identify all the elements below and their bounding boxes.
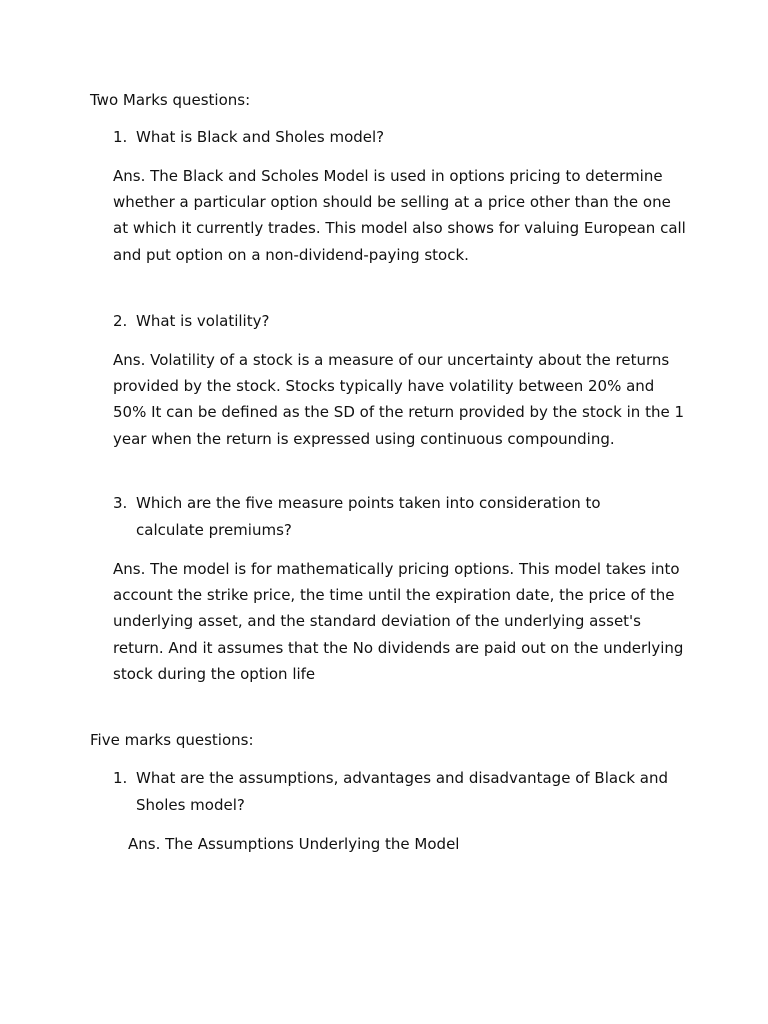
two-marks-question-3 — [113, 490, 673, 544]
question-text: Which are the five measure points taken into consideration to calculate premiums? — [136, 494, 601, 539]
question-number: 3. — [113, 494, 128, 512]
two-marks-answer-1: Ans. The Black and Scholes Model is used in options pricing to determine whether a particular option should be selling at a price other than the one at which it currently trades. This model also shows for valuing European call and put option on a non-dividend-paying stock. — [113, 167, 686, 264]
five-marks-answer-1: Ans. The Assumptions Underlying the Model — [128, 835, 460, 853]
two-marks-question-2 — [113, 308, 673, 335]
two-marks-answer-2: Ans. Volatility of a stock is a measure of our uncertainty about the returns provided by the stock. Stocks typically have volatility between 20% and 50% It can be defined as the SD of the return provided by the stock in the 1 year when the return is expressed using continuous compounding. — [113, 351, 684, 448]
two-marks-heading: Two Marks questions: — [90, 91, 251, 109]
question-number: 1. — [113, 128, 128, 146]
question-text: What are the assumptions, advantages and disadvantage of Black and Sholes model? — [136, 769, 669, 814]
five-marks-heading: Five marks questions: — [90, 731, 254, 749]
five-marks-question-1 — [113, 765, 673, 819]
question-text: What is Black and Sholes model? — [136, 128, 385, 146]
two-marks-question-1 — [113, 124, 673, 151]
question-number: 2. — [113, 312, 128, 330]
two-marks-answer-3: Ans. The model is for mathematically pricing options. This model takes into account the strike price, the time until the expiration date, the price of the underlying asset, and the standard deviation of the underlying asset's return. And it assumes that the No dividends are paid out on the underlying stock during the option life — [113, 560, 684, 683]
question-text: What is volatility? — [136, 312, 270, 330]
question-number: 1. — [113, 769, 128, 787]
